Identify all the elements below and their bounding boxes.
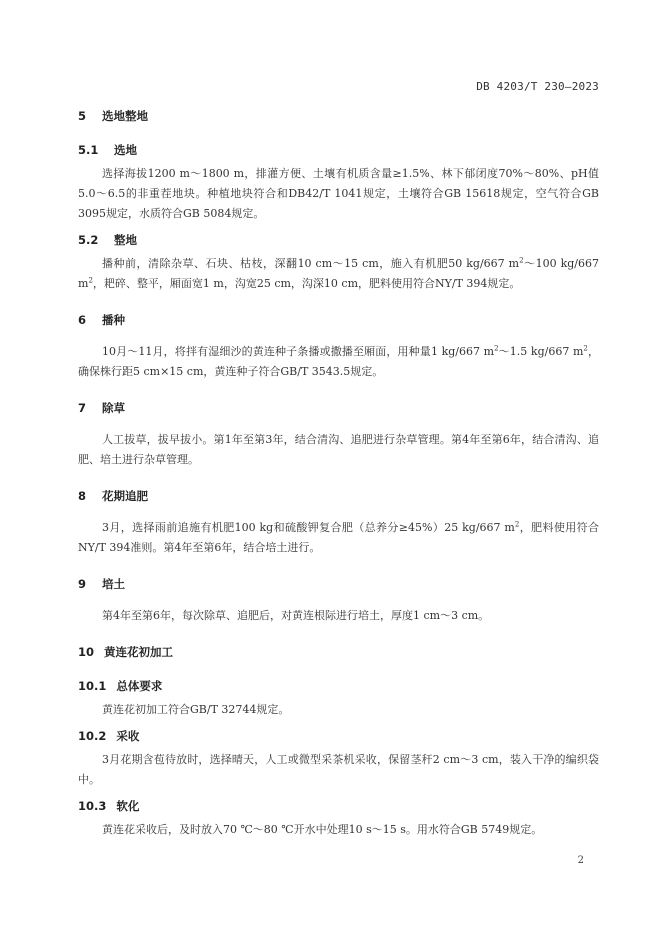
section-number: 10.1 [78,679,107,693]
paragraph-5-2 [78,254,599,294]
section-number: 5.2 [78,233,99,247]
document-body [78,108,599,840]
section-number: 5 [78,109,87,123]
text-run: ～1.5 kg/667 m [498,345,584,358]
section-title: 总体要求 [116,679,163,693]
section-number: 10 [78,645,95,659]
section-heading-9 [78,576,599,592]
section-title: 选地 [114,143,137,157]
section-number: 6 [78,313,87,327]
paragraph-10-3: 黄连花采收后，及时放入70 ℃～80 ℃开水中处理10 s～15 s。用水符合GB 5749规定。 [102,823,543,836]
section-title: 黄连花初加工 [104,645,174,659]
paragraph-5-1: 选择海拔1200 m～1800 m，排灌方便、土壤有机质含量≥1.5%、林下郁闭度70%～80%、pH值5.0～6.5的非重茬地块。种植地块符合和DB42/T 1041规定，土壤符合GB 15618规定，空气符合GB 3095规定，水质符合GB 5084规定。 [78,167,599,220]
paragraph-10-1: 黄连花初加工符合GB/T 32744规定。 [102,703,290,716]
paragraph-8 [78,518,599,558]
text-run: ，确保株行距5 cm×15 cm，黄连种子符合GB/T 3543.5规定。 [78,345,600,378]
section-heading-10 [78,644,599,660]
section-title: 花期追肥 [102,489,148,503]
text-run: 10月～11月，将拌有湿细沙的黄连种子条播或撒播至厢面，用种量1 kg/667 m [102,345,495,358]
section-title: 软化 [116,799,140,813]
text-run: ～100 kg/667 m [78,257,600,290]
section-heading-7 [78,400,599,416]
paragraph-6 [78,342,599,382]
paragraph-7: 人工拔草，拔早拔小。第1年至第3年，结合清沟、追肥进行杂草管理。第4年至第6年，结合清沟、追肥、培土进行杂草管理。 [78,433,599,466]
section-title: 整地 [114,233,137,247]
section-heading-10-1 [78,678,599,694]
section-heading-5-2 [78,232,599,248]
document-code: DB 4203/T 230—2023 [476,80,599,93]
text-run: ，肥料使用符合NY/T 394准则。第4年至第6年，结合培土进行。 [78,521,600,554]
superscript: 2 [583,344,588,353]
section-heading-6 [78,312,599,328]
section-heading-5-1 [78,142,599,158]
text-run: 3月，选择雨前追施有机肥100 kg和硫酸钾复合肥（总养分≥45%）25 kg/667 m [102,521,515,534]
section-number: 10.3 [78,799,107,813]
text-run: ，耙碎、整平，厢面宽1 m，沟宽25 cm，沟深10 cm，肥料使用符合NY/T 394规定。 [92,277,521,290]
section-title: 选地整地 [102,109,148,123]
section-title: 采收 [116,729,140,743]
section-heading-5 [78,108,599,124]
section-heading-8 [78,488,599,504]
section-title: 培土 [102,577,125,591]
paragraph-10-2: 3月花期含苞待放时，选择晴天，人工或微型采茶机采收，保留茎秆2 cm～3 cm，装入干净的编织袋中。 [78,753,599,786]
superscript: 2 [514,520,520,529]
superscript: 2 [494,344,499,353]
superscript: 2 [519,256,524,265]
section-number: 10.2 [78,729,107,743]
section-title: 除草 [102,401,125,415]
section-heading-10-3 [78,798,599,814]
section-number: 5.1 [78,143,99,157]
page-number: 2 [577,855,584,866]
section-number: 9 [78,577,87,591]
section-heading-10-2 [78,728,599,744]
text-run: 播种前，清除杂草、石块、枯枝，深翻10 cm～15 cm，施入有机肥50 kg/667 m [102,257,520,270]
section-number: 7 [78,401,87,415]
paragraph-9: 第4年至第6年，每次除草、追肥后，对黄连根际进行培土，厚度1 cm～3 cm。 [102,609,490,622]
section-number: 8 [78,489,87,503]
superscript: 2 [88,276,93,285]
section-title: 播种 [102,313,125,327]
